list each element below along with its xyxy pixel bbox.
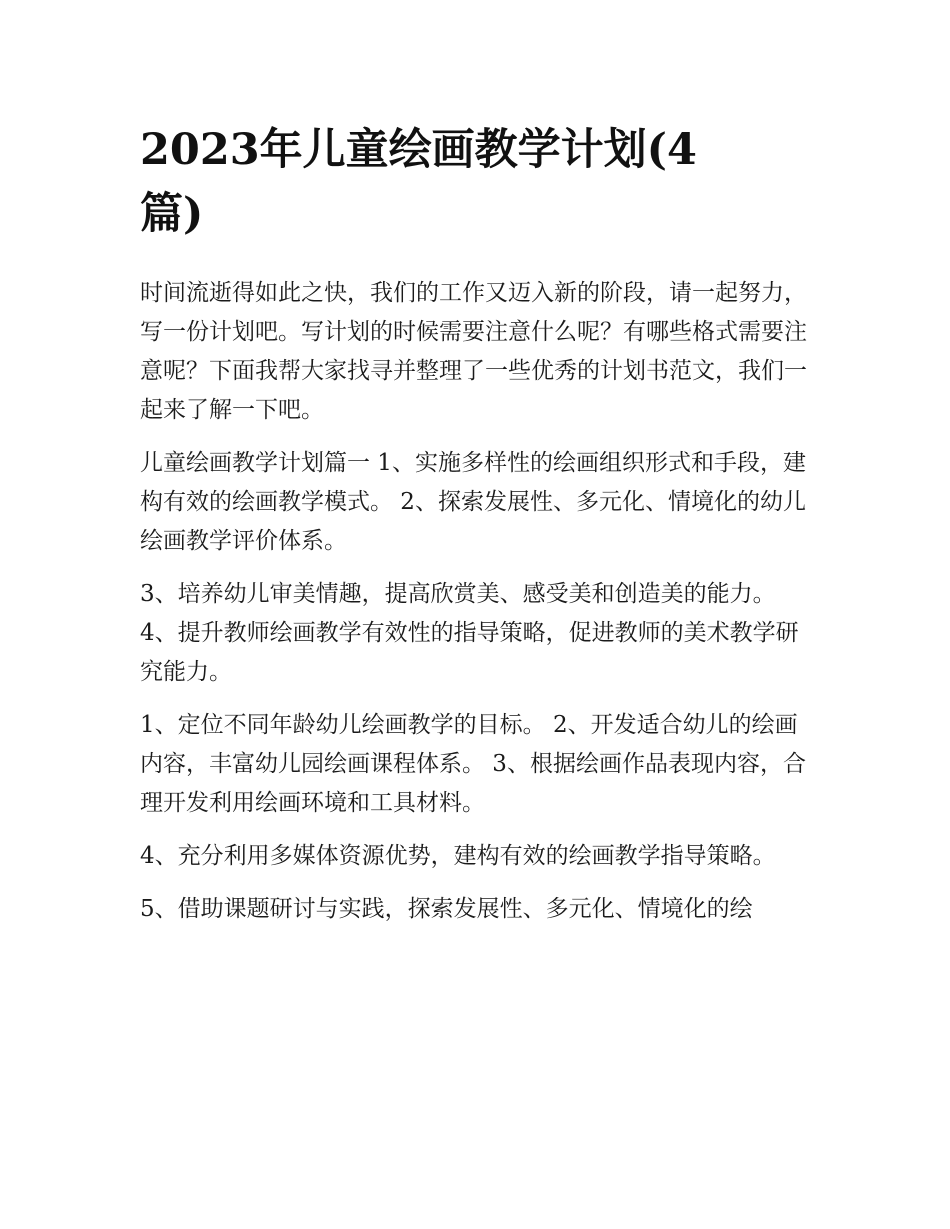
document-body [140,118,820,943]
intro-paragraph: 时间流逝得如此之快，我们的工作又迈入新的阶段，请一起努力，写一份计划吧。写计划的时候需要注意什么呢？有哪些格式需要注意呢？下面我帮大家找寻并整理了一些优秀的计划书范文，我们一起来了解一下吧。 [140,280,807,423]
research-paragraph: 5、借助课题研讨与实践，探索发展性、多元化、情境化的绘 [140,896,753,922]
section-one-paragraph: 儿童绘画教学计划篇一 1、实施多样性的绘画组织形式和手段，建构有效的绘画教学模式。 2、探索发展性、多元化、情境化的幼儿绘画教学评价体系。 [140,450,806,554]
goals-paragraph: 3、培养幼儿审美情趣，提高欣赏美、感受美和创造美的能力。 4、提升教师绘画教学有效性的指导策略，促进教师的美术教学研究能力。 [140,581,799,685]
multimedia-paragraph: 4、充分利用多媒体资源优势，建构有效的绘画教学指导策略。 [140,843,776,869]
document-title: 2023年儿童绘画教学计划(4篇) [140,125,697,239]
content-paragraph: 1、定位不同年龄幼儿绘画教学的目标。 2、开发适合幼儿的绘画内容，丰富幼儿园绘画课程体系。 3、根据绘画作品表现内容，合理开发利用绘画环境和工具材料。 [140,712,806,816]
